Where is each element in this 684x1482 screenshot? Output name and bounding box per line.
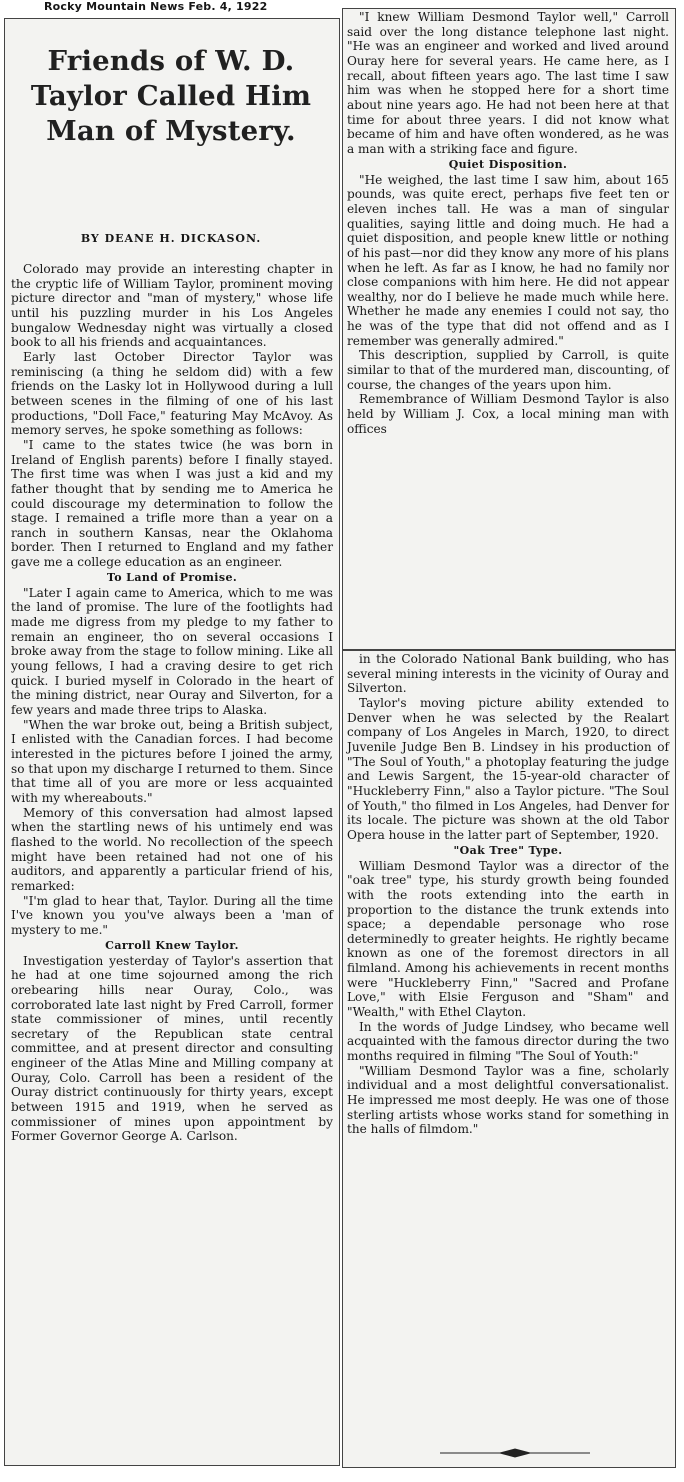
paragraph: "He weighed, the last time I saw him, about 165 pounds, was quite erect, perhaps five feet ten or eleven inches tall. He was a man of singular qualities, saying little and doing much. He had a quiet disposition, and people knew little or nothing of his past—nor did they know any more of his plans when he left. As far as I know, he had no family nor close companions with him here. He did not appear wealthy, nor do I believe he made much while here. Whether he made any enemies I could not say, tho he was of the type that did not offend and as I remember was generally admired." <box>347 172 669 348</box>
paragraph: "I'm glad to hear that, Taylor. During all the time I've known you you've always been a 'man of mystery to me." <box>11 893 333 937</box>
paragraph: "Later I again came to America, which to me was the land of promise. The lure of the footlights had made me digress from my pledge to my father to remain an engineer, tho on several occasions I broke away from the stage to follow mining. Like all young fellows, I had a craving desire to get rich quick. I buried myself in Colorado in the heart of the mining district, near Ouray and Silverton, for a few years and made three trips to Alaska. <box>11 585 333 718</box>
subheading: Carroll Knew Taylor. <box>105 938 239 952</box>
paragraph: "William Desmond Taylor was a fine, scholarly individual and a most delightful conversationalist. He impressed me most deeply. He was one of those sterling artists whose works stand for something in the halls of filmdom." <box>347 1063 669 1137</box>
paragraph: Early last October Director Taylor was reminiscing (a thing he seldom did) with a few friends on the Lasky lot in Hollywood during a lull between scenes in the filming of one of his last productions, "Doll Face," featuring May McAvoy. As memory serves, he spoke something as follows: <box>11 349 333 438</box>
paragraph: This description, supplied by Carroll, is quite similar to that of the murdered man, discounting, of course, the changes of the years upon him. <box>347 348 669 392</box>
paragraph: In the words of Judge Lindsey, who became well acquainted with the famous director during the two months required in filming "The Soul of Youth:" <box>347 1019 669 1064</box>
article-byline: BY DEANE H. DICKASON. <box>80 232 262 245</box>
end-ornament <box>440 1447 590 1459</box>
paragraph: "I came to the states twice (he was born in Ireland of English parents) before I finally stayed. The first time was when I was just a kid and my father thought that by sending me to America he could discourage my determination to follow the stage. I remained a trifle more than a year on a ranch in southern Kansas, near the Oklahoma border. Then I returned to England and my father gave me a college education as an engineer. <box>11 437 333 570</box>
article-headline: Friends of W. D. Taylor Called Him Man of Mystery. <box>30 45 312 147</box>
left-column <box>11 262 333 1144</box>
paragraph: William Desmond Taylor was a director of the "oak tree" type, his sturdy growth being founded with the roots extending into the earth in proportion to the distance the trunk extends into space; a dependable personage who rose determinedly to greater heights. He rightly became known as one of the foremost directors in all filmland. Among his achievements in recent months were "Huckleberry Finn," "Sacred and Profane Love," with Elsie Ferguson and "Sham" and "Wealth," with Ethel Clayton. <box>347 858 669 1020</box>
subheading: "Oak Tree" Type. <box>453 843 563 857</box>
paragraph: Investigation yesterday of Taylor's assertion that he had at one time sojourned among the rich orebearing hills near Ouray, Colo., was corroborated late last night by Fred Carroll, former state commissioner of mines, until recently secretary of the Republican state central committee, and at present director and consulting engineer of the Atlas Mine and Milling company at Ouray, Colo. Carroll has been a resident of the Ouray district continuously for thirty years, except between 1915 and 1919, when he served as commissioner of mines upon appointment by Former Governor George A. Carlson. <box>11 953 333 1144</box>
source-caption: Rocky Mountain News Feb. 4, 1922 <box>44 0 268 13</box>
subheading: Quiet Disposition. <box>448 157 568 171</box>
paragraph: Colorado may provide an interesting chapter in the cryptic life of William Taylor, prominent moving picture director and "man of mystery," whose life until his puzzling murder in his Los Angeles bungalow Wednesday night was virtually a closed book to all his friends and acquaintances. <box>11 262 333 350</box>
paragraph: Taylor's moving picture ability extended to Denver when he was selected by the Realart company of Los Angeles in March, 1920, to direct Juvenile Judge Ben B. Lindsey in his production of "The Soul of Youth," a photoplay featuring the judge and Lewis Sargent, the 15-year-old character of "Huckleberry Finn," also a Taylor picture. "The Soul of Youth," tho filmed in Los Angeles, had Denver for its locale. The picture was shown at the old Tabor Opera house in the latter part of September, 1920. <box>347 695 669 842</box>
paragraph: in the Colorado National Bank building, who has several mining interests in the vicinity of Ouray and Silverton. <box>347 652 669 696</box>
paragraph: Remembrance of William Desmond Taylor is also held by William J. Cox, a local mining man with offices <box>347 392 669 436</box>
right-top-column <box>347 10 669 436</box>
paragraph: Memory of this conversation had almost lapsed when the startling news of his untimely end was flashed to the world. No recollection of the speech might have been retained had not one of his auditors, and apparently a particular friend of his, remarked: <box>11 805 333 893</box>
right-bottom-column <box>347 652 669 1137</box>
paragraph: "When the war broke out, being a British subject, I enlisted with the Canadian forces. I had become interested in the pictures before I joined the army, so that upon my discharge I returned to them. Since that time all of you are more or less acquainted with my whereabouts." <box>11 717 333 805</box>
subheading: To Land of Promise. <box>106 570 238 584</box>
paragraph: "I knew William Desmond Taylor well," Carroll said over the long distance telephone last night. "He was an engineer and worked and lived around Ouray here for several years. He came here, as I recall, about fifteen years ago. The last time I saw him was when he stopped here for a short time about nine years ago. He had not been here at that time for about three years. I did not know what became of him and have often wondered, as he was a man with a striking face and figure. <box>347 10 669 156</box>
